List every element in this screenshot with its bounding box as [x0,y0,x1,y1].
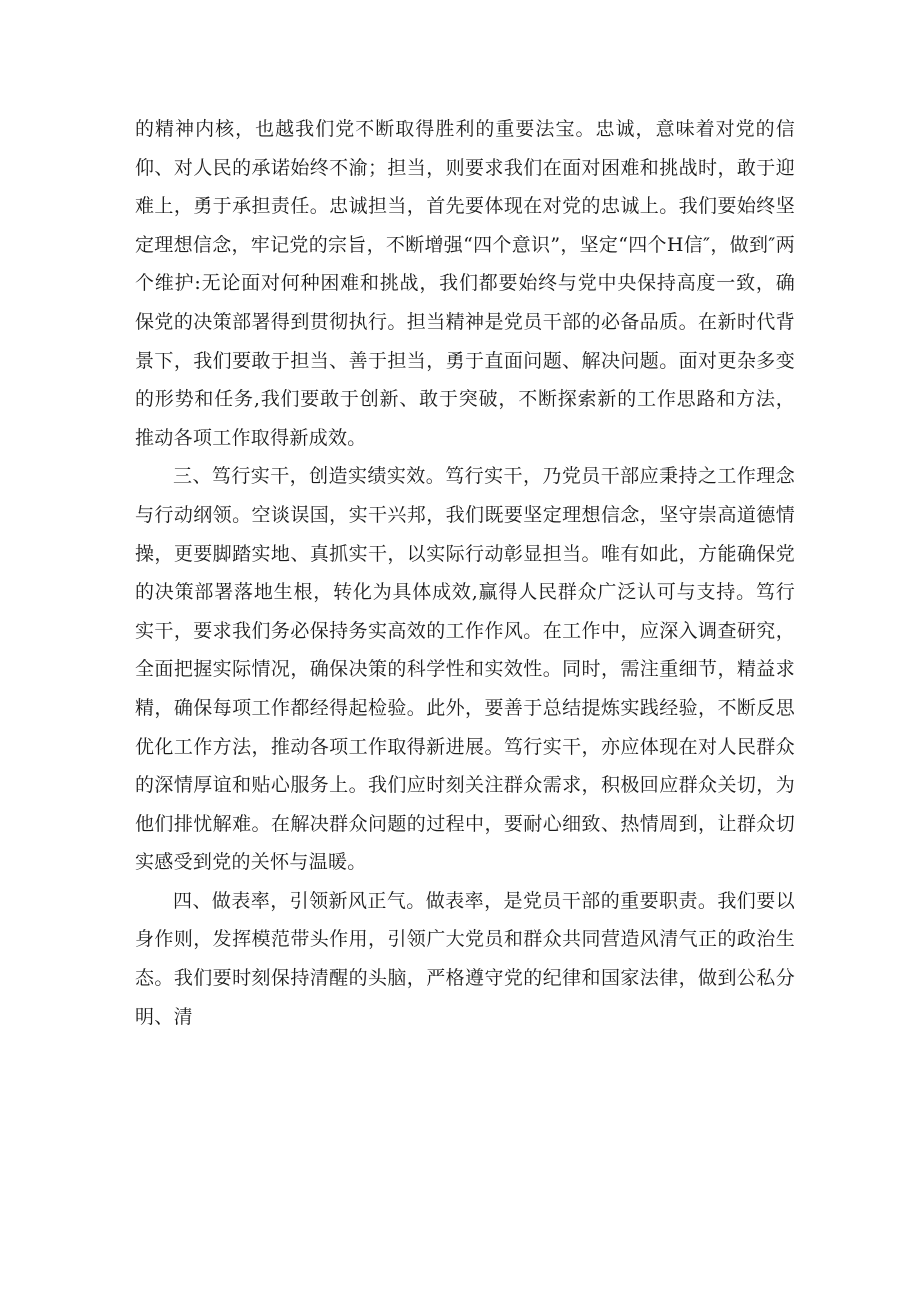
paragraph-continuation: 的精神内核，也越我们党不断取得胜利的重要法宝。忠诚，意味着对党的信仰、对人民的承诺始终不渝；担当，则要求我们在面对困难和挑战时，敢于迎难上，勇于承担责任。忠诚担当，首先要体现在对党的忠诚上。我们要始终坚定理想信念，牢记党的宗旨，不断增强“四个意识”，坚定“四个H信″，做到″两个维护:无论面对何种困难和挑战，我们都要始终与党中央保持高度一致，确保党的决策部署得到贯彻执行。担当精神是党员干部的必备品质。在新时代背景下，我们要敢于担当、善于担当，勇于直面问题、解决问题。面对更杂多变的形势和任务,我们要敢于创新、敢于突破，不断探索新的工作思路和方法，推动各项工作取得新成效。 [135,118,796,449]
paragraph-section-three: 三、笃行实干，创造实绩实效。笃行实干，乃党员干部应秉持之工作理念与行动纲领。空谈误国，实干兴邦，我们既要坚定理想信念，坚守崇高道德情操，更要脚踏实地、真抓实干，以实际行动彰显担当。唯有如此，方能确保党的决策部署落地生根，转化为具体成效,赢得人民群众广泛认可与支持。笃行实干，要求我们务必保持务实高效的工作作风。在工作中，应深入调查研究，全面把握实际情况，确保决策的科学性和实效性。同时，需注重细节，精益求精，确保每项工作都经得起检验。此外，要善于总结提炼实践经验，不断反思优化工作方法，推动各项工作取得新进展。笃行实干，亦应体现在对人民群众的深情厚谊和贴心服务上。我们应时刻关注群众需求，积极回应群众关切，为他们排忧解难。在解决群众问题的过程中，要耐心细致、热情周到，让群众切实感受到党的关怀与温暖。 [135,465,795,874]
body-text [135,110,795,1036]
paragraph-section-four: 四、做表率，引领新风正气。做表率，是党员干部的重要职责。我们要以身作则，发挥模范带头作用，引领广大党员和群众共同营造风清气正的政治生态。我们要时刻保持清醒的头脑，严格遵守党的纪律和国家法律，做到公私分明、清 [135,889,795,1028]
